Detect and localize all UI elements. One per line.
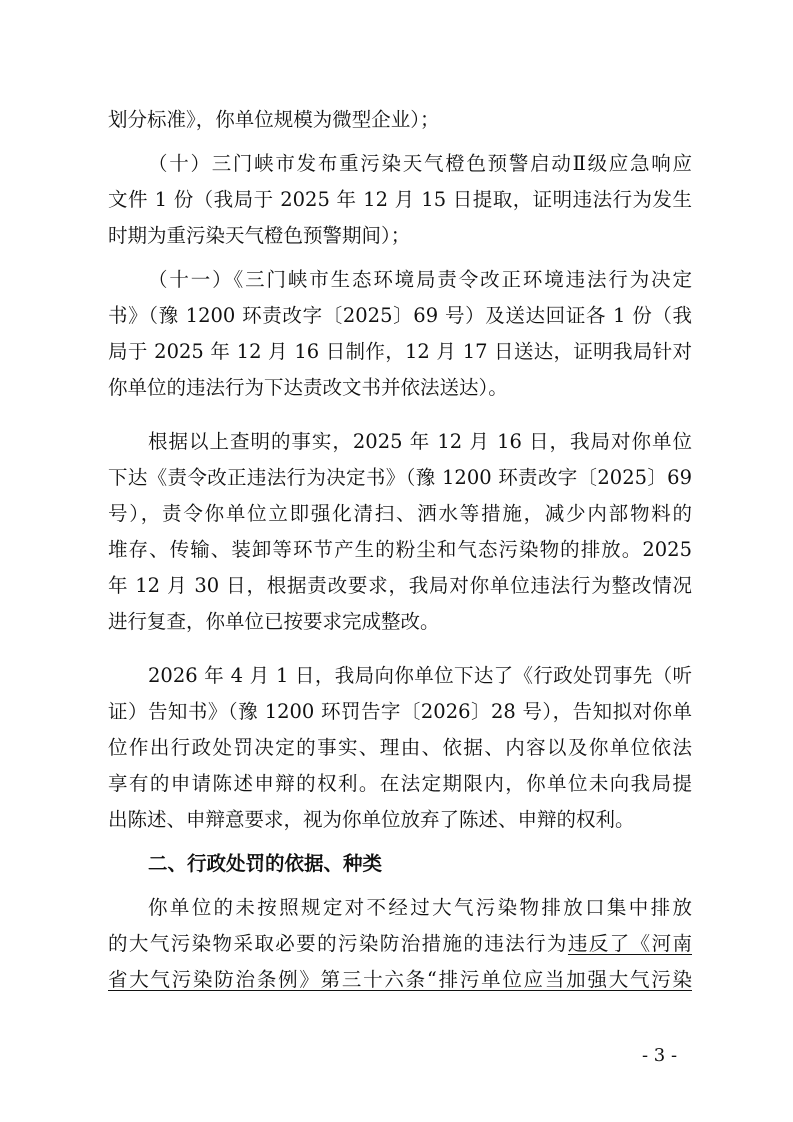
text-line: 出陈述、申辩意要求，视为你单位放弃了陈述、申辩的权利。 bbox=[108, 808, 635, 831]
underlined-text: 违反了《河南 bbox=[567, 932, 692, 955]
text-line: 堆存、传输、装卸等环节产生的粉尘和气态污染物的排放。2025 bbox=[108, 538, 692, 561]
text-line: 根据以上查明的事实，2025 年 12 月 16 日，我局对你单位 bbox=[148, 430, 692, 453]
text-line: 证）告知书》（豫 1200 环罚告字〔2026〕28 号），告知拟对你单 bbox=[108, 700, 692, 723]
text-line: 下达《责令改正违法行为决定书》（豫 1200 环责改字〔2025〕69 bbox=[108, 466, 692, 489]
text-line: 2026 年 4 月 1 日，我局向你单位下达了《行政处罚事先（听 bbox=[148, 664, 692, 687]
text-line: 号），责令你单位立即强化清扫、洒水等措施，减少内部物料的 bbox=[108, 502, 692, 525]
text-segment: 的大气污染物采取必要的污染防治措施的违法行为 bbox=[108, 932, 568, 955]
text-line: 书》（豫 1200 环责改字〔2025〕69 号）及送达回证各 1 份（我 bbox=[108, 304, 692, 327]
text-line: （十）三门峡市发布重污染天气橙色预警启动Ⅱ级应急响应 bbox=[148, 152, 692, 175]
text-line: 局于 2025 年 12 月 16 日制作，12 月 17 日送达，证明我局针对 bbox=[108, 340, 692, 363]
text-line bbox=[108, 962, 692, 998]
page-number: - 3 - bbox=[642, 1045, 678, 1066]
text-line: 时期为重污染天气橙色预警期间）； bbox=[108, 224, 411, 247]
text-line: 文件 1 份（我局于 2025 年 12 月 15 日提取，证明违法行为发生 bbox=[108, 188, 692, 211]
text-line: 你单位的未按照规定对不经过大气污染物排放口集中排放 bbox=[148, 896, 692, 919]
text-line: 享有的申请陈述申辩的权利。在法定期限内，你单位未向我局提 bbox=[108, 772, 692, 795]
text-line bbox=[108, 926, 692, 962]
text-line: 进行复查，你单位已按要求完成整改。 bbox=[108, 610, 440, 633]
text-line: （十一）《三门峡市生态环境局责令改正环境违法行为决定 bbox=[148, 268, 692, 291]
text-line: 你单位的违法行为下达责改文书并依法送达）。 bbox=[108, 376, 508, 399]
text-line: 年 12 月 30 日，根据责改要求，我局对你单位违法行为整改情况 bbox=[108, 574, 692, 597]
text-line: 划分标准》，你单位规模为微型企业）； bbox=[108, 108, 440, 131]
section-heading: 二、行政处罚的依据、种类 bbox=[148, 852, 383, 875]
text-line: 位作出行政处罚决定的事实、理由、依据、内容以及你单位依法 bbox=[108, 736, 692, 759]
underlined-text: 省大气污染防治条例》第三十六条“排污单位应当加强大气污染 bbox=[108, 968, 692, 991]
